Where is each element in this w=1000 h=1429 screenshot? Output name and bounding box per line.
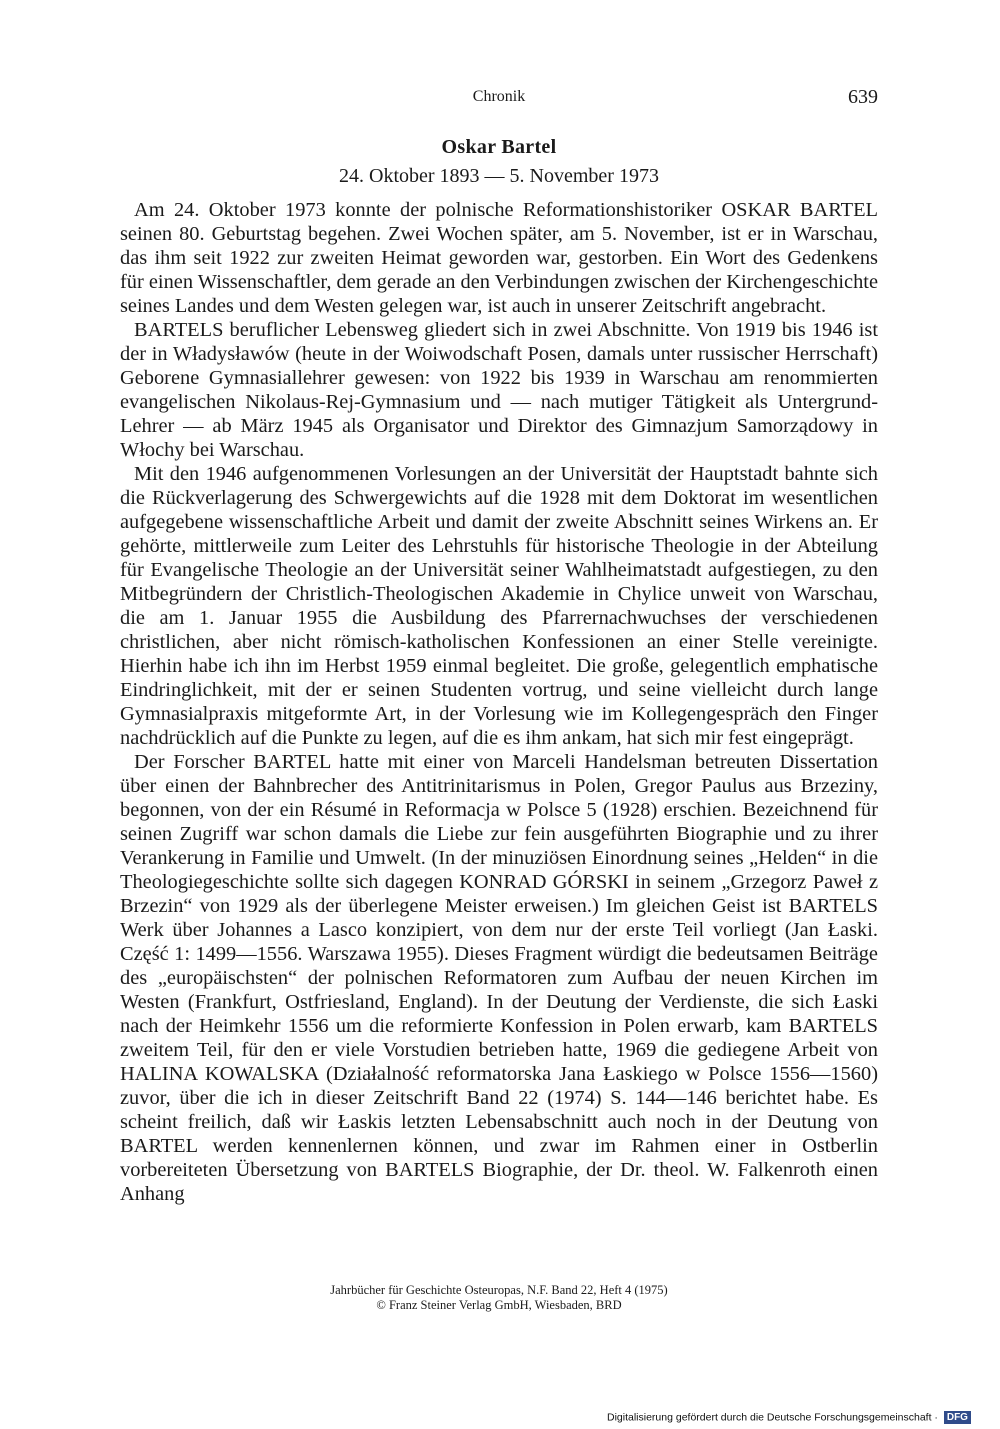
article-dates: 24. Oktober 1893 — 5. November 1973 bbox=[339, 165, 659, 187]
paragraph: Der Forscher BARTEL hatte mit einer von Marceli Handelsman betreuten Dissertation über einen der Bahnbrecher des Antitrinitarismus in Polen, Gregor Paulus aus Brzeziny, begonnen, von der ein Résumé in Reformacja w Polsce 5 (1928) erschien. Bezeichnend für seinen Zugriff war schon damals die Liebe zur fein ausgeführten Biographie und zu ihrer Verankerung in Familie und Umwelt. (In der minuziösen Einordnung seines „Helden“ in die Theologiegeschichte sollte sich dagegen KONRAD GÓRSKI in seinem „Grzegorz Paweł z Brzezin“ von 1929 als der überlegene Meister erweisen.) Im gleichen Geist ist BARTELS Werk über Johannes a Lasco konzipiert, von dem nur der erste Teil vorliegt (Jan Łaski. Część 1: 1499—1556. Warszawa 1955). Dieses Fragment würdigt die bedeutsamen Beiträge des „europäischsten“ der polnischen Reformatoren zum Aufbau der neuen Kirchen im Westen (Frankfurt, Ostfriesland, England). In der Deutung der Verdienste, die sich Łaski nach der Heimkehr 1556 um die reformierte Konfession in Polen erwarb, kam BARTELS zweitem Teil, für den er viele Vorstudien betrieben hatte, 1969 die gediegene Arbeit von HALINA KOWALSKA (Działalność reformatorska Jana Łaskiego w Polsce 1556—1560) zuvor, über die ich in dieser Zeitschrift Band 22 (1974) S. 144—146 berichtet habe. Es scheint freilich, daß wir Łaskis letzten Lebensabschnitt auch noch in der Deutung von BARTEL werden kennenlernen können, und zwar im Rahmen einer in Ostberlin vorbereiteten Übersetzung von BARTELS Biographie, der Dr. theol. W. Falkenroth einen Anhang bbox=[120, 751, 878, 1205]
paragraph: Mit den 1946 aufgenommenen Vorlesungen an der Universität der Hauptstadt bahnte sich die Rückverlagerung des Schwergewichts auf die 1928 mit dem Doktorat im wesentlichen aufgegebene wissenschaftliche Arbeit und damit der zweite Abschnitt seines Wirkens an. Er gehörte, mittlerweile zum Leiter des Lehrstuhls für historische Theologie in der Abteilung für Evangelische Theologie an der Universität seiner Wahlheimatstadt aufgestiegen, zu den Mitbegründern der Christlich-Theologischen Akademie in Chylice unweit von Warschau, die am 1. Januar 1955 die Ausbildung des Pfarrernachwuchses der verschiedenen christlichen, aber nicht römisch-katholischen Konfessionen an einer Stelle vereinigte. Hierhin habe ich ihn im Herbst 1959 einmal begleitet. Die große, gelegentlich emphatische Eindringlichkeit, mit der er seinen Studenten vortrug, und seine vielleicht durch lange Gymnasialpraxis mitgeformte Art, in der Vorlesung wie im Kollegengespräch den Finger nachdrücklich auf die Punkte zu legen, auf die es ihm ankam, hat sich mir fest eingeprägt. bbox=[120, 463, 878, 749]
dfg-logo: DFG bbox=[944, 1411, 971, 1424]
digitization-note bbox=[607, 1411, 997, 1424]
copyright-line: © Franz Steiner Verlag GmbH, Wiesbaden, BRD bbox=[376, 1298, 622, 1312]
page-number: 639 bbox=[848, 86, 878, 108]
citation-line: Jahrbücher für Geschichte Osteuropas, N.F. Band 22, Heft 4 (1975) bbox=[330, 1283, 668, 1297]
article-title: Oskar Bartel bbox=[441, 136, 557, 158]
paragraph: Am 24. Oktober 1973 konnte der polnische Reformationshistoriker OSKAR BARTEL seinen 80. Geburtstag begehen. Zwei Wochen später, am 5. November, ist er in Warschau, das ihm seit 1922 zur zweiten Heimat geworden war, gestorben. Ein Wort des Gedenkens für einen Wissenschaftler, dem gerade an den Verbindungen zwischen der Kirchengeschichte seines Landes und dem Westen gelegen war, ist auch in unserer Zeitschrift angebracht. bbox=[120, 199, 878, 317]
running-head bbox=[120, 86, 878, 110]
paragraph: BARTELS beruflicher Lebensweg gliedert sich in zwei Abschnitte. Von 1919 bis 1946 ist der in Władysławów (heute in der Woiwodschaft Posen, damals unter russischer Herrschaft) Geborene Gymnasiallehrer gewesen: von 1922 bis 1939 in Warschau am renommierten evangelischen Nikolaus-Rej-Gymnasium und — nach mutiger Tätigkeit als Untergrund-Lehrer — ab März 1945 als Organisator und Direktor des Gimnazjum Samorządowy in Włochy bei Warschau. bbox=[120, 319, 878, 461]
footer-citation bbox=[120, 1283, 878, 1313]
digitization-text: Digitalisierung gefördert durch die Deutsche Forschungsgemeinschaft · bbox=[607, 1411, 938, 1424]
running-title: Chronik bbox=[472, 88, 526, 105]
article-body bbox=[120, 198, 878, 1206]
